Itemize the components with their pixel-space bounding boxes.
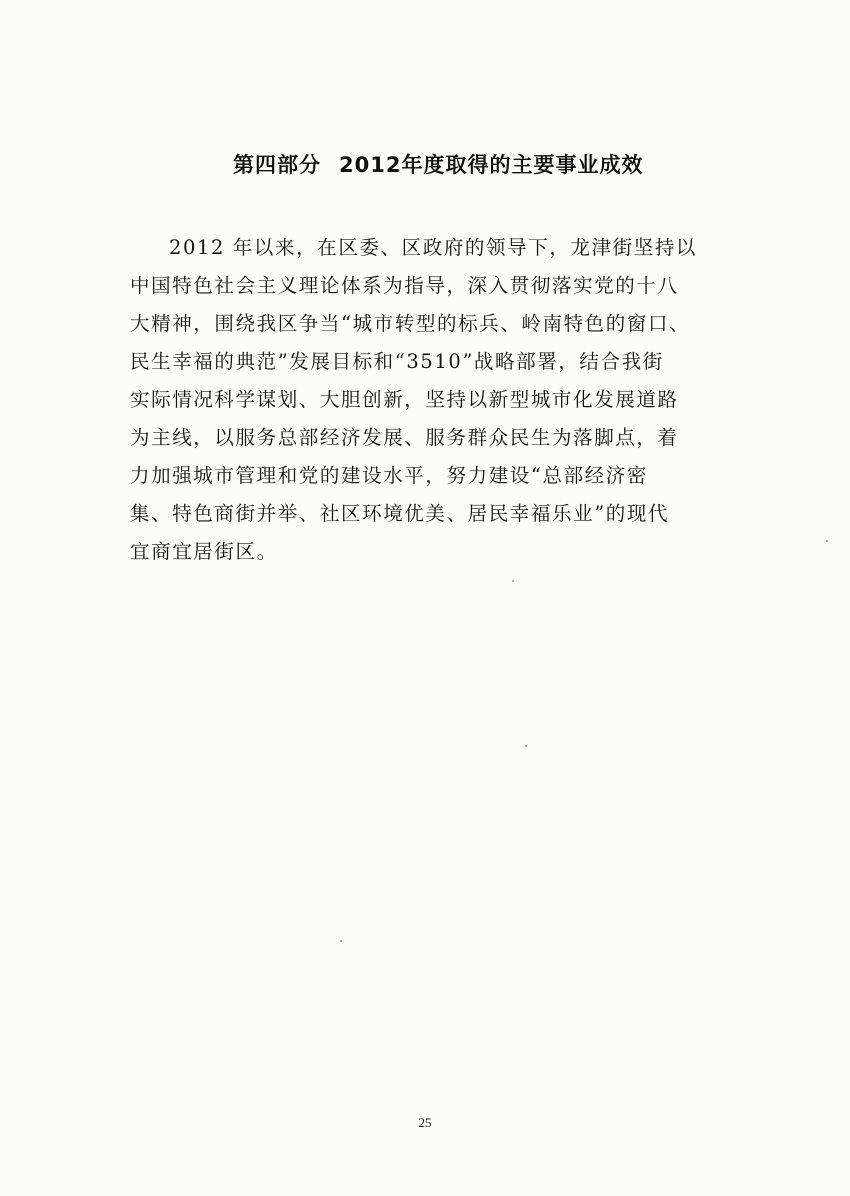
paragraph-line: 为主线，以服务总部经济发展、服务群众民生为落脚点，着: [130, 426, 679, 449]
scan-speck: [512, 580, 514, 582]
section-heading: [233, 150, 693, 180]
paragraph-line: 民生幸福的典范”发展目标和“3510”战略部署，结合我街: [130, 350, 664, 373]
paragraph-line: 集、特色商街并举、社区环境优美、居民幸福乐业”的现代: [130, 502, 670, 525]
paragraph-line: 2012 年以来，在区委、区政府的领导下，龙津街坚持以: [169, 236, 698, 259]
scan-speck: [525, 745, 527, 747]
paragraph-line: 宜商宜居街区。: [130, 540, 278, 563]
paragraph-line: 力加强城市管理和党的建设水平，努力建设“总部经济密: [130, 464, 648, 487]
paragraph-line: 大精神，围绕我区争当“城市转型的标兵、岭南特色的窗口、: [130, 312, 691, 335]
paragraph-line: 中国特色社会主义理论体系为指导，深入贯彻落实党的十八: [130, 274, 679, 297]
scan-speck: [826, 540, 828, 542]
section-title: 2012年度取得的主要事业成效: [339, 153, 644, 177]
page-number: 25: [418, 1115, 432, 1130]
scan-speck: [340, 940, 342, 942]
paragraph-line: 实际情况科学谋划、大胆创新，坚持以新型城市化发展道路: [130, 388, 679, 411]
body-paragraph: [130, 229, 720, 571]
section-part-label: 第四部分: [233, 153, 321, 177]
